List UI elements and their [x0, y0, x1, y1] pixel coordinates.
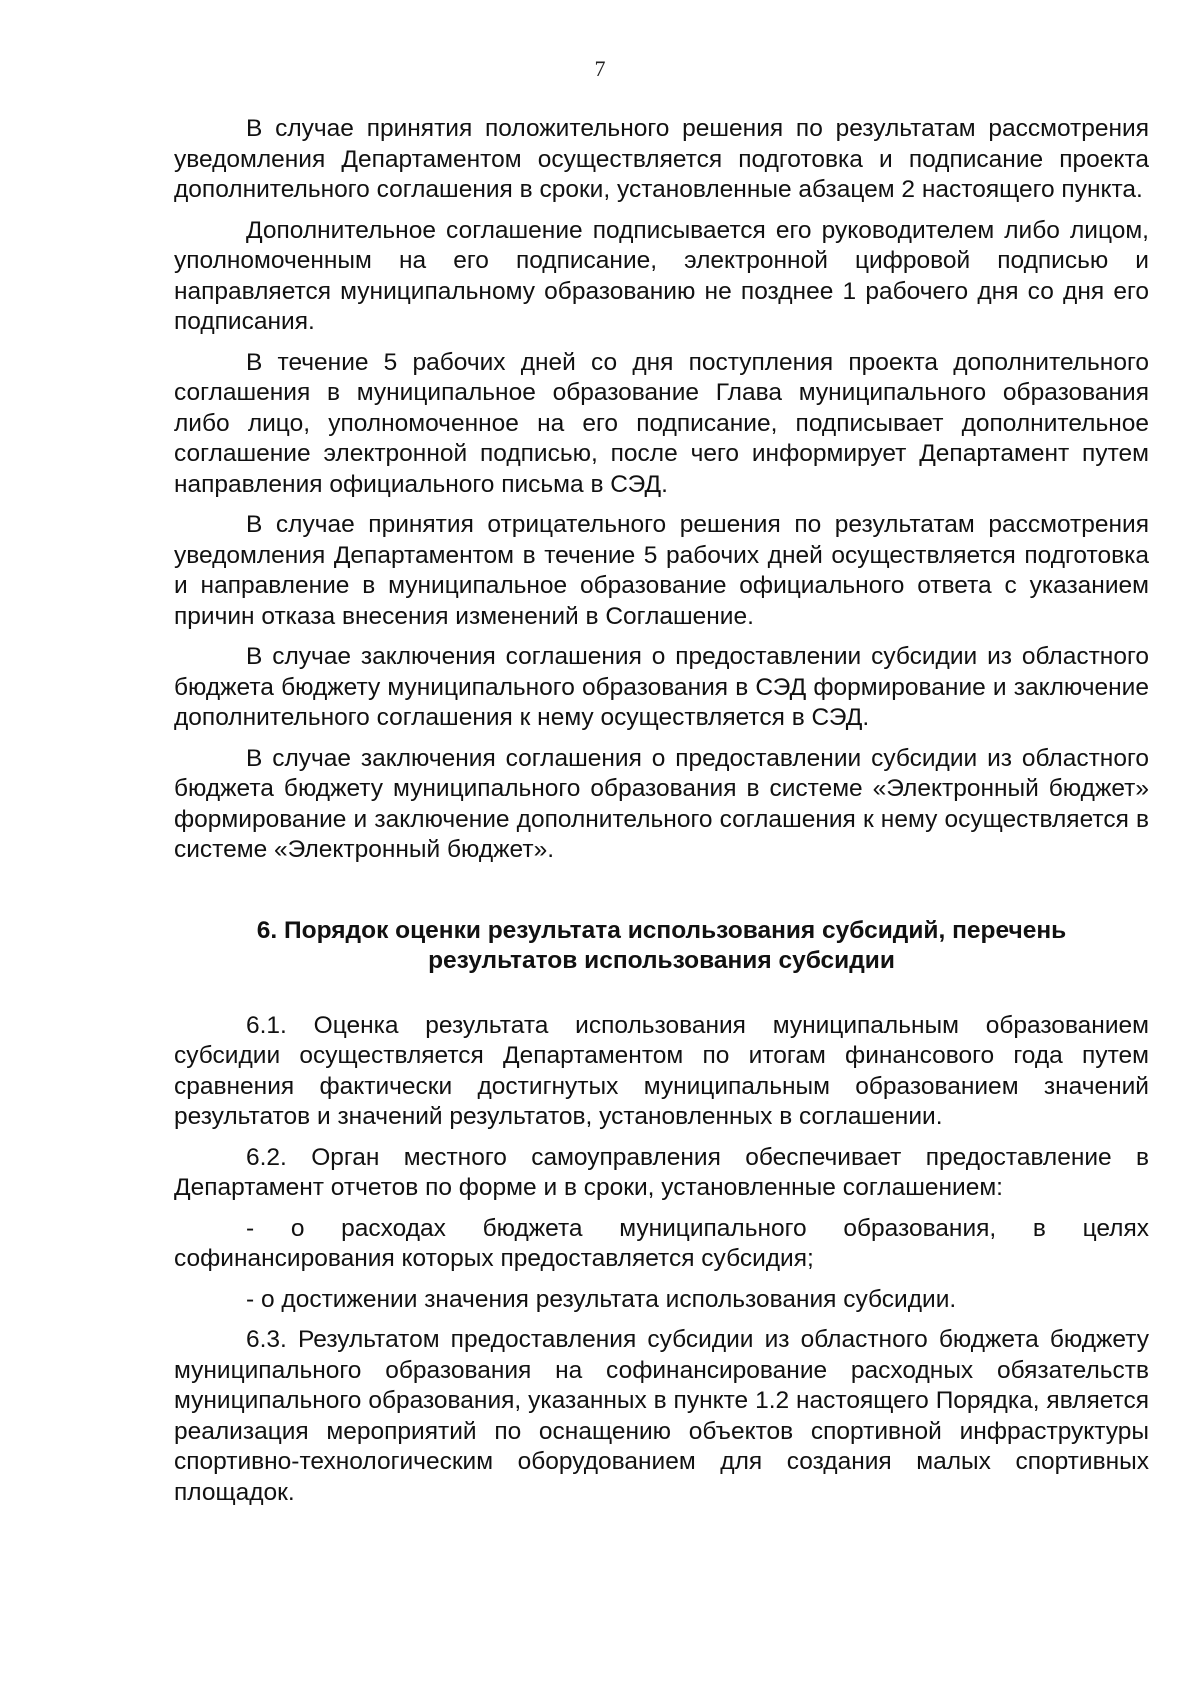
paragraph: 6.1. Оценка результата использования муниципальным образованием субсидии осуществляется Департаментом по итогам финансового года путем сравнения фактически достигнутых муниципальным образованием значений результатов и значений результатов, установленных в соглашении.	[174, 1011, 1149, 1130]
paragraph: В случае заключения соглашения о предоставлении субсидии из областного бюджета бюджету муниципального образования в системе «Электронный бюджет» формирование и заключение дополнительного соглашения к нему осуществляется в системе «Электронный бюджет».	[174, 744, 1149, 863]
page-number: 7	[594, 56, 606, 81]
paragraph: В случае принятия положительного решения по результатам рассмотрения уведомления Департаментом осуществляется подготовка и подписание проекта дополнительного соглашения в сроки, установленные абзацем 2 настоящего пункта.	[174, 115, 1149, 203]
paragraph: 6.2. Орган местного самоуправления обеспечивает предоставление в Департамент отчетов по форме и в сроки, установленные соглашением:	[174, 1143, 1149, 1201]
document-body	[174, 114, 1149, 1518]
list-item: - о расходах бюджета муниципального образования, в целях софинансирования которых предоставляется субсидия;	[174, 1214, 1149, 1272]
paragraph: Дополнительное соглашение подписывается его руководителем либо лицом, уполномоченным на его подписание, электронной цифровой подписью и направляется муниципальному образованию не позднее 1 рабочего дня со дня его подписания.	[174, 216, 1149, 335]
paragraph: В случае заключения соглашения о предоставлении субсидии из областного бюджета бюджету муниципального образования в СЭД формирование и заключение дополнительного соглашения к нему осуществляется в СЭД.	[174, 643, 1149, 731]
list-item: - о достижении значения результата использования субсидии.	[246, 1285, 957, 1313]
paragraph: В течение 5 рабочих дней со дня поступления проекта дополнительного соглашения в муниципальное образование Глава муниципального образования либо лицо, уполномоченное на его подписание, подписывает дополнительное соглашение электронной подписью, после чего информирует Департамент путем направления официального письма в СЭД.	[174, 348, 1149, 498]
section-heading: 6. Порядок оценки результата использования субсидий, перечень результатов использования субсидии	[256, 916, 1067, 974]
paragraph: В случае принятия отрицательного решения по результатам рассмотрения уведомления Департаментом в течение 5 рабочих дней осуществляется подготовка и направление в муниципальное образование официального ответа с указанием причин отказа внесения изменений в Соглашение.	[174, 511, 1149, 630]
paragraph: 6.3. Результатом предоставления субсидии из областного бюджета бюджету муниципального образования на софинансирование расходных обязательств муниципального образования, указанных в пункте 1.2 настоящего Порядка, является реализация мероприятий по оснащению объектов спортивной инфраструктуры спортивно-технологическим оборудованием для создания малых спортивных площадок.	[174, 1326, 1149, 1506]
